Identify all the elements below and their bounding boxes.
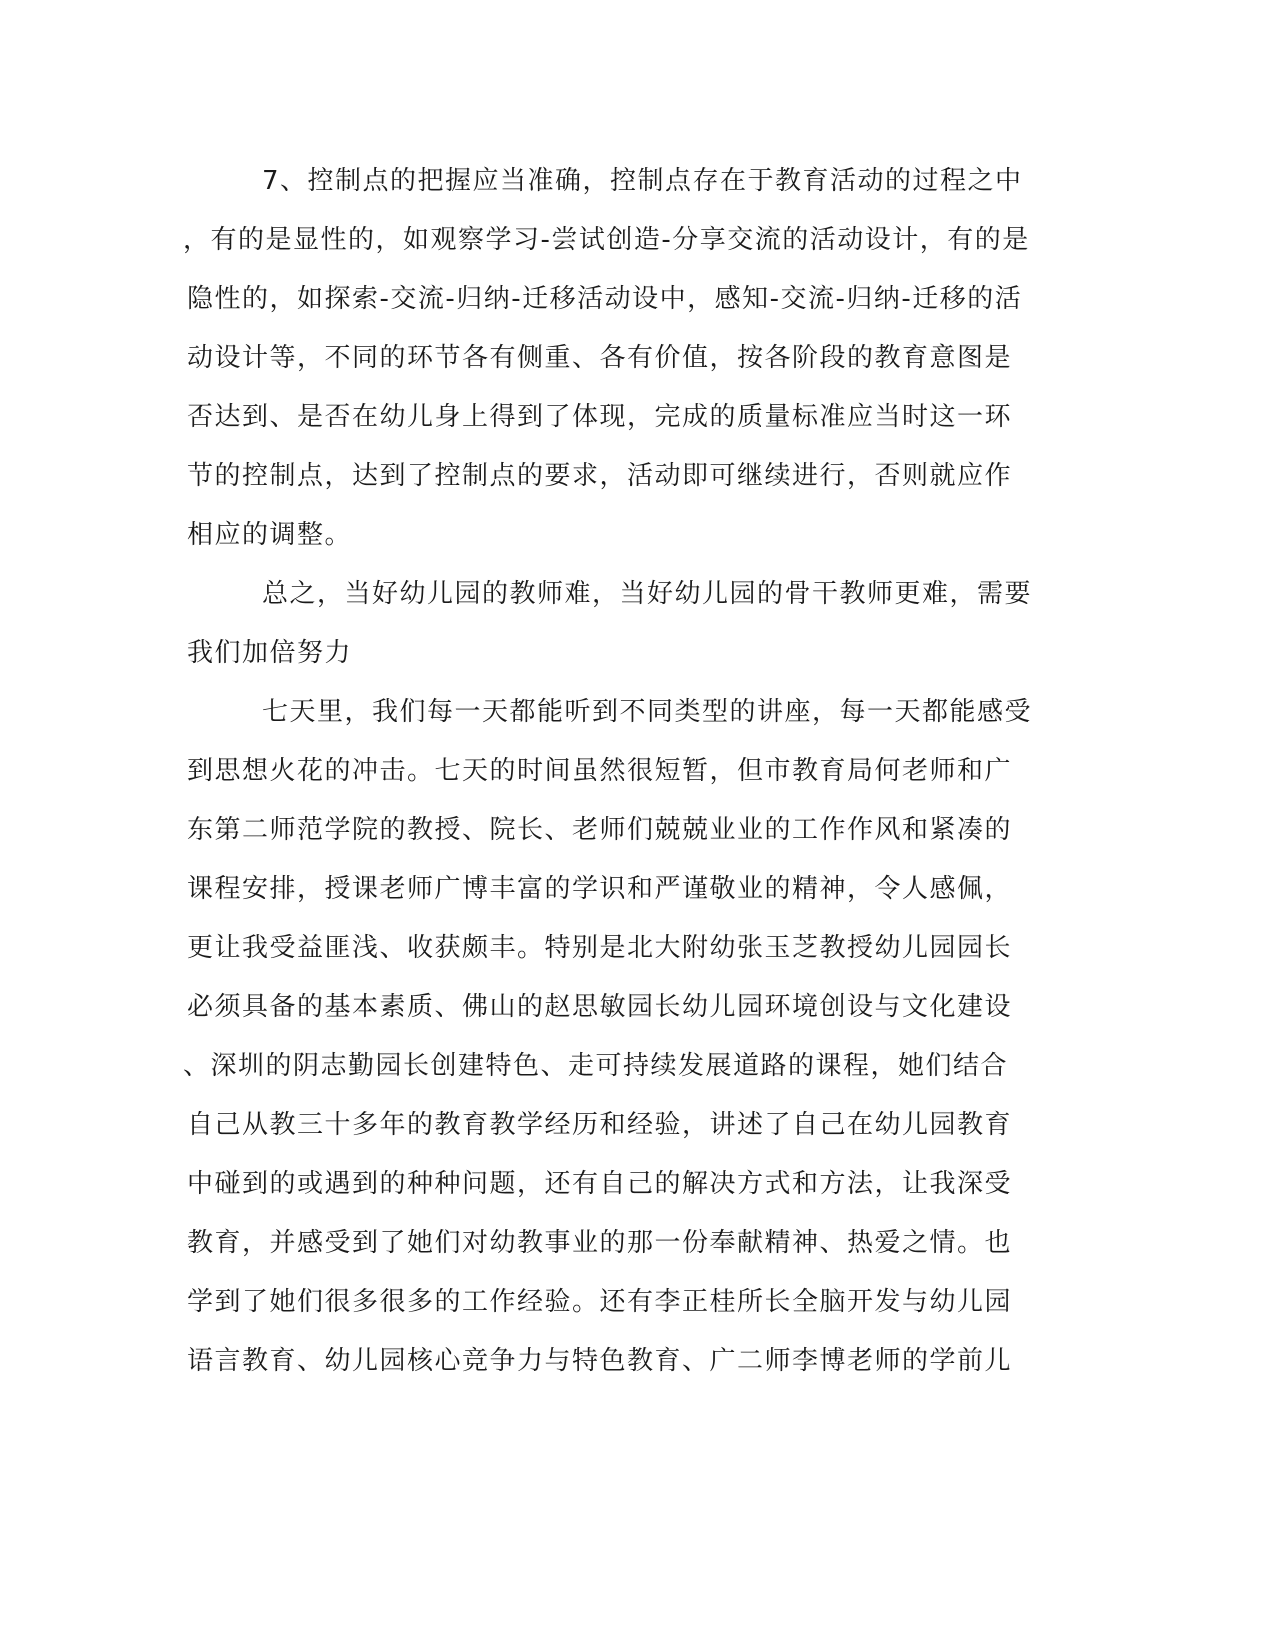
paragraph-line: 、深圳的阴志勤园长创建特色、走可持续发展道路的课程，她们结合 bbox=[183, 1051, 1009, 1081]
paragraph-line: ，有的是显性的，如观察学习-尝试创造-分享交流的活动设计，有的是 bbox=[183, 225, 1030, 255]
paragraph-line: 中碰到的或遇到的种种问题，还有自己的解决方式和方法，让我深受 bbox=[187, 1169, 1013, 1199]
paragraph-line: 更让我受益匪浅、收获颇丰。特别是北大附幼张玉芝教授幼儿园园长 bbox=[187, 933, 1013, 963]
paragraph-line: 节的控制点，达到了控制点的要求，活动即可继续进行，否则就应作 bbox=[187, 461, 1013, 491]
paragraph-line: 动设计等，不同的环节各有侧重、各有价值，按各阶段的教育意图是 bbox=[187, 343, 1013, 373]
paragraph-line: 课程安排，授课老师广博丰富的学识和严谨敬业的精神，令人感佩， bbox=[187, 874, 1013, 904]
paragraph-line: 否达到、是否在幼儿身上得到了体现，完成的质量标准应当时这一环 bbox=[187, 402, 1013, 432]
paragraph-line: 我们加倍努力 bbox=[187, 638, 353, 668]
paragraph-line: 相应的调整。 bbox=[187, 520, 353, 550]
paragraph-line: 必须具备的基本素质、佛山的赵思敏园长幼儿园环境创设与文化建设 bbox=[187, 992, 1013, 1022]
paragraph-line: 隐性的，如探索-交流-归纳-迁移活动设中，感知-交流-归纳-迁移的活 bbox=[187, 284, 1023, 314]
paragraph-line: 东第二师范学院的教授、院长、老师们兢兢业业的工作作风和紧凑的 bbox=[187, 815, 1013, 845]
paragraph-line: 七天里，我们每一天都能听到不同类型的讲座，每一天都能感受 bbox=[262, 697, 1033, 727]
paragraph-line: 语言教育、幼儿园核心竞争力与特色教育、广二师李博老师的学前儿 bbox=[187, 1346, 1013, 1376]
paragraph-line: 到思想火花的冲击。七天的时间虽然很短暂，但市教育局何老师和广 bbox=[187, 756, 1013, 786]
paragraph-line: 7、控制点的把握应当准确，控制点存在于教育活动的过程之中 bbox=[262, 166, 1023, 196]
paragraph-line: 总之，当好幼儿园的教师难，当好幼儿园的骨干教师更难，需要 bbox=[262, 579, 1033, 609]
paragraph-line: 教育，并感受到了她们对幼教事业的那一份奉献精神、热爱之情。也 bbox=[187, 1228, 1013, 1258]
paragraph-line: 学到了她们很多很多的工作经验。还有李正桂所长全脑开发与幼儿园 bbox=[187, 1287, 1013, 1317]
paragraph-line: 自己从教三十多年的教育教学经历和经验，讲述了自己在幼儿园教育 bbox=[187, 1110, 1013, 1140]
